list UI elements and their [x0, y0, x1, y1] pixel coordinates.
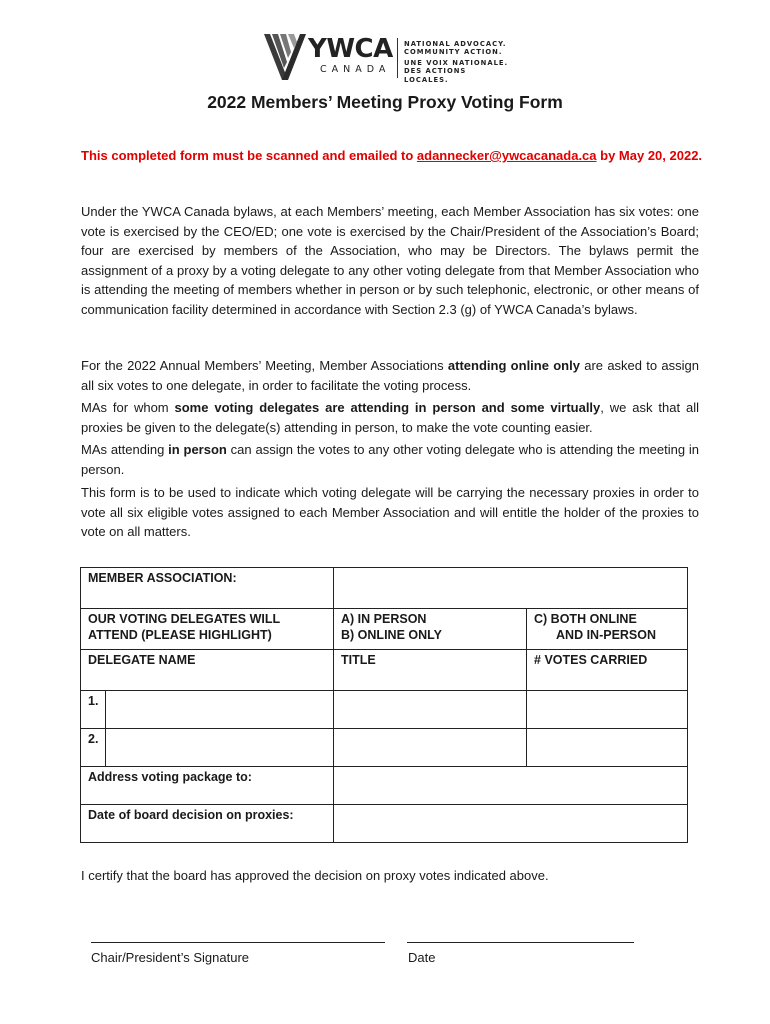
mixed-text-b: , we ask that all proxies be given to the delegate(s) attending in person, to make the vote counting easier. [81, 400, 699, 435]
logo-country: CANADA [320, 64, 391, 75]
option-c-line-2: AND IN-PERSON [556, 628, 657, 642]
votes-field-1[interactable] [527, 691, 688, 729]
option-online-only[interactable]: B) ONLINE ONLY [341, 628, 442, 642]
signature-label: Chair/President’s Signature [91, 950, 250, 965]
attend-options-ab [334, 609, 527, 650]
logo-tagline-fr-1: UNE VOIX NATIONALE. [404, 59, 509, 67]
notice-suffix: by May 20, 2022. [596, 148, 703, 163]
inperson-paragraph [81, 440, 699, 479]
mixed-text-a: MAs for whom [81, 400, 175, 415]
date-label: Date [408, 950, 436, 965]
delegate-name-field-2[interactable] [106, 729, 334, 767]
date-line[interactable] [407, 942, 634, 943]
proxy-form-table [80, 567, 688, 843]
delegate-name-field-1[interactable] [106, 691, 334, 729]
option-in-person[interactable]: A) IN PERSON [341, 612, 427, 626]
member-association-field[interactable] [334, 568, 688, 609]
inperson-text-b: can assign the votes to any other voting delegate who is attending the meeting in person. [81, 442, 699, 477]
notice-prefix: This completed form must be scanned and emailed to [81, 148, 417, 163]
ywca-logo [264, 28, 514, 82]
attend-option-c[interactable] [527, 609, 688, 650]
mixed-paragraph [81, 398, 699, 437]
inperson-text-bold: in person [168, 442, 227, 457]
address-label: Address voting package to: [81, 767, 334, 805]
online-text-b: are asked to assign all six votes to one delegate, in order to facilitate the voting process. [81, 358, 699, 393]
date-decision-label: Date of board decision on proxies: [81, 805, 334, 843]
logo-tagline-en-1: NATIONAL ADVOCACY. [404, 40, 507, 48]
email-link[interactable]: adannecker@ywcacanada.ca [416, 148, 597, 163]
online-text-a: For the 2022 Annual Members’ Meeting, Member Associations [81, 358, 448, 373]
online-paragraph [81, 356, 699, 395]
member-association-label: MEMBER ASSOCIATION: [81, 568, 334, 609]
logo-divider [397, 38, 398, 78]
table-row [81, 729, 688, 767]
row-number: 1. [81, 691, 106, 729]
row-number: 2. [81, 729, 106, 767]
inperson-text-a: MAs attending [81, 442, 169, 457]
page-title: 2022 Members’ Meeting Proxy Voting Form [207, 92, 563, 112]
attend-label [81, 609, 334, 650]
votes-carried-header: # VOTES CARRIED [527, 650, 688, 691]
table-row [81, 691, 688, 729]
logo-tagline-fr-2: DES ACTIONS LOCALES. [404, 67, 467, 84]
signature-line[interactable] [91, 942, 385, 943]
date-decision-field[interactable] [334, 805, 688, 843]
title-header: TITLE [334, 650, 527, 691]
purpose-paragraph: This form is to be used to indicate which voting delegate will be carrying the necessary proxies in order to vote all six eligible votes assigned to each Member Association and will entitle the holder of the proxies to vote on all matters. [81, 485, 699, 539]
ywca-chevron-icon [264, 30, 306, 82]
submission-notice [81, 146, 703, 166]
attend-label-line-1: OUR VOTING DELEGATES WILL [88, 612, 281, 626]
option-c-line-1: C) BOTH ONLINE [534, 612, 637, 626]
attend-label-line-2: ATTEND (PLEASE HIGHLIGHT) [88, 628, 272, 642]
certify-statement: I certify that the board has approved the decision on proxy votes indicated above. [81, 868, 549, 883]
title-field-1[interactable] [334, 691, 527, 729]
address-field[interactable] [334, 767, 688, 805]
logo-tagline-en-2: COMMUNITY ACTION. [404, 48, 503, 56]
delegate-name-header: DELEGATE NAME [81, 650, 334, 691]
mixed-text-bold: some voting delegates are attending in person and some virtually [174, 400, 601, 415]
online-text-bold: attending online only [447, 358, 580, 373]
intro-paragraph: Under the YWCA Canada bylaws, at each Members’ meeting, each Member Association has six votes: one vote is exercised by the CEO/ED; one vote is exercised by the Chair/President of the Association’s Board; four are exercised by members of the Association, who may be Directors. The bylaws permit the assignment of a proxy by a voting delegate to any other voting delegate from that Member Association who is attending the meeting of members whether in person or by such telephonic, electronic, or other means of communication facility determined in accordance with Section 2.3 (g) of YWCA Canada’s bylaws. [81, 204, 699, 317]
votes-field-2[interactable] [527, 729, 688, 767]
logo-name: YWCA [308, 34, 393, 64]
title-field-2[interactable] [334, 729, 527, 767]
